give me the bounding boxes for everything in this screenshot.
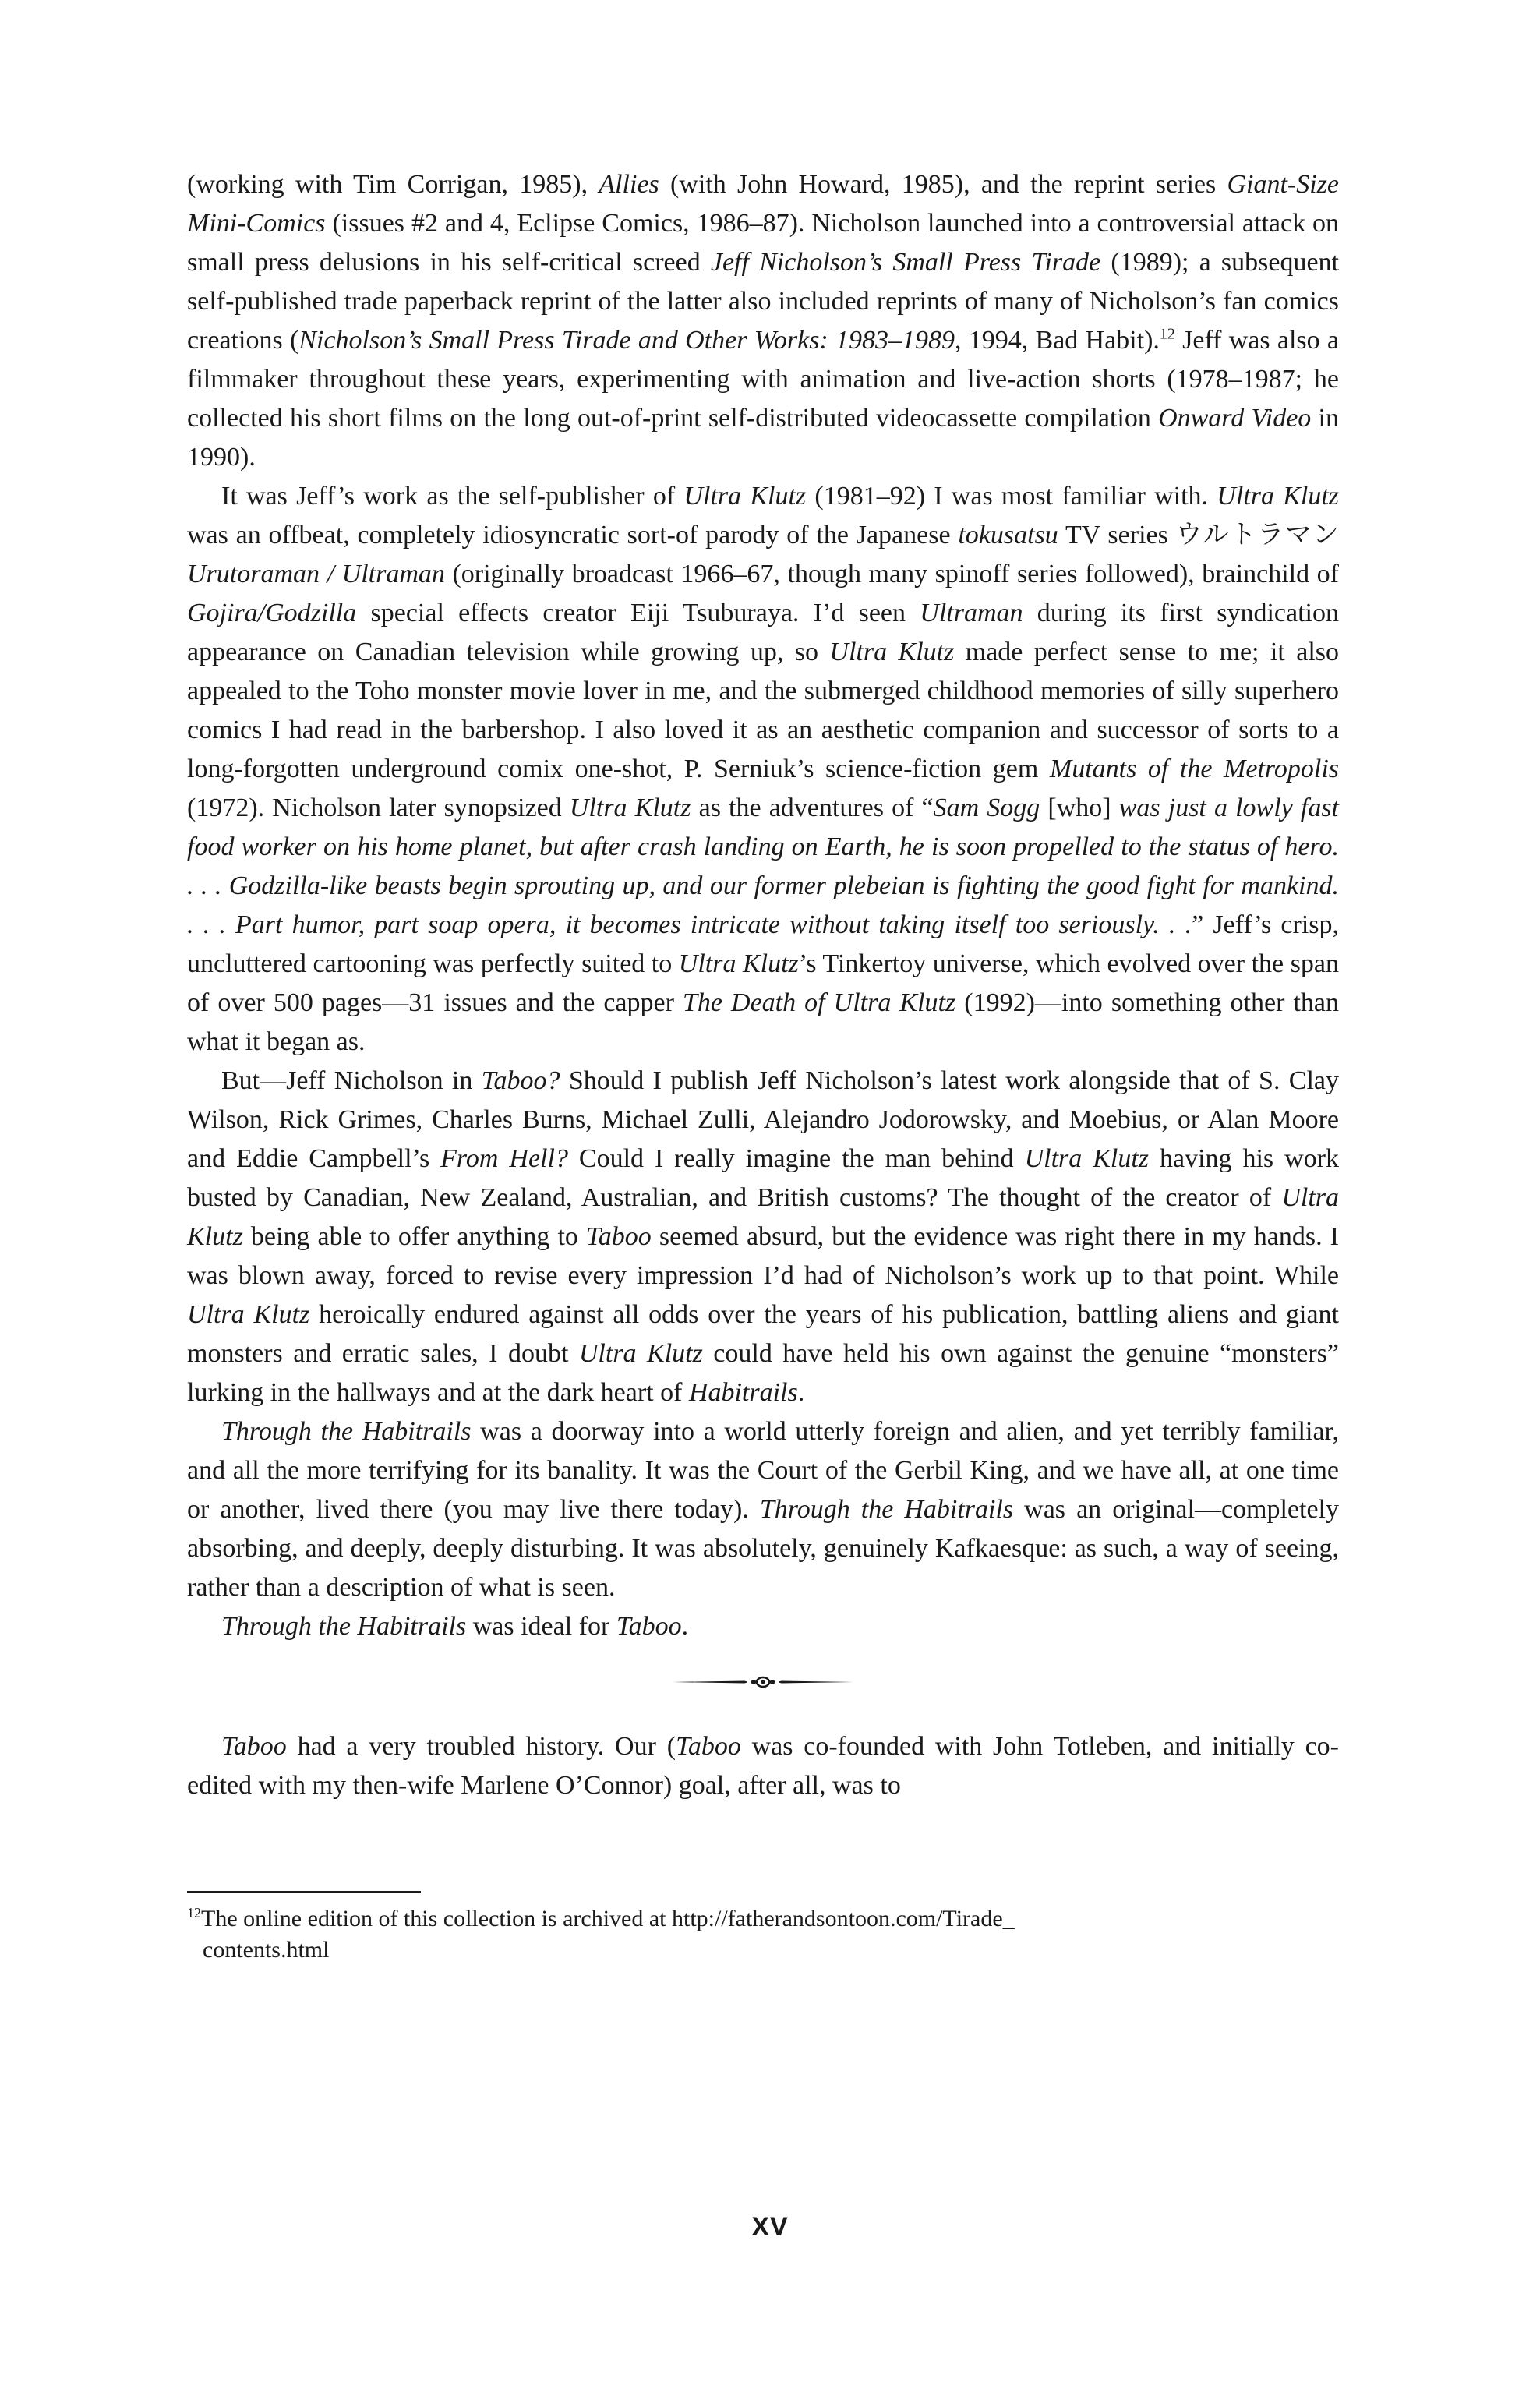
italic-run: Urutoraman / Ultraman xyxy=(187,560,445,588)
text-run: Could I really imagine the man behind xyxy=(567,1144,1025,1173)
text-run: (1972). Nicholson later synopsized xyxy=(187,793,570,822)
text-run: special effects creator Eiji Tsuburaya. I’d seen xyxy=(356,599,920,627)
text-run: It was Jeff’s work as the self-publisher of xyxy=(221,482,684,511)
text-run: , 1994, Bad Habit). xyxy=(955,326,1160,355)
italic-run: Ultra Klutz xyxy=(1217,482,1340,511)
text-run: Jeff was also a filmmaker throughout these years, experimenting with animation and live-action shorts (1978–1987; he collected his short films on the long out-of-print self-distributed videocassette compilation xyxy=(187,326,1339,433)
italic-run: Ultra Klutz xyxy=(578,1339,703,1368)
italic-run: Habitrails xyxy=(688,1378,798,1407)
paragraph-6 xyxy=(187,1727,1339,1805)
text-run: in 1990). xyxy=(187,404,1340,472)
italic-run: The Death of Ultra Klutz xyxy=(682,988,956,1017)
text-run: (with John Howard, 1985), and the reprint series xyxy=(659,170,1227,199)
italic-run: Taboo xyxy=(616,1612,682,1641)
text-run: heroically endured against all odds over the years of his publication, battling aliens and giant monsters and erratic sales, I doubt xyxy=(187,1300,1339,1368)
text-run: made perfect sense to me; it also appealed to the Toho monster movie lover in me, and the submerged childhood memories of silly superhero comics I had read in the barbershop. I also loved it as an aesthetic companion and successor of sorts to a long-forgotten underground comix one-shot, P. Serniuk’s science-fiction gem xyxy=(187,638,1339,783)
paragraph-4 xyxy=(187,1412,1339,1607)
italic-run: Taboo xyxy=(586,1222,652,1251)
paragraph-5 xyxy=(187,1607,1339,1646)
italic-run: Ultra Klutz xyxy=(187,1183,1339,1251)
footnote-text: The online edition of this collection is archived at http://fatherandsontoon.com/Tirade_ xyxy=(201,1906,1015,1931)
ornament-flourish-icon xyxy=(669,1673,857,1691)
text-run: ’s Tinkertoy universe, which evolved over the span of over 500 pages—31 issues and the capper xyxy=(187,949,1339,1017)
text-run: being able to offer anything to xyxy=(242,1222,587,1251)
page-number: XV xyxy=(751,2212,789,2242)
italic-run: Ultra Klutz xyxy=(569,793,691,822)
italic-run: was just a lowly fast food worker on his home planet, but after crash landing on Earth, he is soon propelled to the status of hero. . . . Godzilla-like beasts begin sprouting up, and our former plebeian is fighting the good fight for mankind. . . . Part humor, part soap opera, it becomes intricate without taking itself too seriously. . . xyxy=(187,793,1340,939)
text-run: had a very troubled history. Our ( xyxy=(286,1732,676,1761)
text-run: (1992)—into something other than what it began as. xyxy=(187,988,1339,1056)
italic-run: Taboo xyxy=(676,1732,741,1761)
italic-run: Ultra Klutz xyxy=(678,949,799,978)
italic-run: Taboo? xyxy=(481,1066,560,1095)
text-run: . xyxy=(797,1378,805,1407)
italic-run: tokusatsu xyxy=(958,521,1058,550)
italic-run: Nicholson’s Small Press Tirade and Other Works: 1983–1989 xyxy=(298,326,955,355)
italic-run: Sam Sogg xyxy=(933,793,1040,822)
italic-run: Giant-Size Mini-Comics xyxy=(187,170,1340,238)
paragraph-2 xyxy=(187,477,1339,1062)
text-run: was co-founded with John Totleben, and initially co-edited with my then-wife Marlene O’Connor) goal, after all, was to xyxy=(187,1732,1339,1800)
italic-run: Onward Video xyxy=(1158,404,1312,433)
footnote-text-continuation: contents.html xyxy=(203,1937,330,1963)
footnote-number: 12 xyxy=(187,1905,201,1921)
text-run: [who] xyxy=(1040,793,1119,822)
italic-run: Allies xyxy=(599,170,659,199)
text-run: seemed absurd, but the evidence was right there in my hands. I was blown away, forced to revise every impression I’d had of Nicholson’s work up to that point. While xyxy=(187,1222,1340,1290)
page-body xyxy=(187,165,1339,1966)
italic-run: Jeff Nicholson’s Small Press Tirade xyxy=(710,248,1101,277)
italic-run: Ultra Klutz xyxy=(1024,1144,1150,1173)
paragraph-1 xyxy=(187,165,1339,477)
text-run: (1981–92) I was most familiar with. xyxy=(806,482,1217,511)
text-run: . xyxy=(681,1612,689,1641)
italic-run: Through the Habitrails xyxy=(221,1417,472,1446)
text-run: But—Jeff Nicholson in xyxy=(221,1066,482,1095)
footnote-divider xyxy=(187,1891,421,1893)
italic-run: From Hell? xyxy=(440,1144,568,1173)
text-run: (originally broadcast 1966–67, though many spinoff series followed), brainchild of xyxy=(444,560,1339,588)
footnote-reference: 12 xyxy=(1159,325,1175,343)
italic-run: Ultra Klutz xyxy=(683,482,807,511)
footnote-12 xyxy=(187,1903,1339,1966)
text-run: during its first syndication appearance on Canadian television while growing up, so xyxy=(187,599,1340,666)
text-run: was an offbeat, completely idiosyncratic sort-of parody of the Japanese xyxy=(187,521,959,550)
text-run: (1989); a subsequent self-published trade paperback reprint of the latter also included reprints of many of Nicholson’s fan comics creations ( xyxy=(187,248,1339,355)
text-run: was an original—completely absorbing, and deeply, deeply disturbing. It was absolutely, genuinely Kafkaesque: as such, a way of seeing, rather than a description of what is seen. xyxy=(187,1495,1340,1602)
italic-run: Ultra Klutz xyxy=(829,638,955,666)
body-text xyxy=(187,165,1339,1805)
text-run: was ideal for xyxy=(466,1612,616,1641)
italic-run: Ultra Klutz xyxy=(187,1300,310,1329)
text-run: ” Jeff’s crisp, uncluttered cartooning was perfectly suited to xyxy=(187,910,1339,978)
text-run: (working with Tim Corrigan, 1985), xyxy=(187,170,599,199)
text-run: having his work busted by Canadian, New Zealand, Australian, and British customs? The thought of the creator of xyxy=(187,1144,1339,1212)
text-run: could have held his own against the genuine “monsters” lurking in the hallways and at the dark heart of xyxy=(187,1339,1339,1407)
text-run: (issues #2 and 4, Eclipse Comics, 1986–87). Nicholson launched into a controversial attack on small press delusions in his self-critical screed xyxy=(187,209,1339,277)
italic-run: Through the Habitrails xyxy=(221,1612,467,1641)
italic-run: Gojira/Godzilla xyxy=(187,599,357,627)
text-run: TV series ウルトラマン xyxy=(1058,521,1339,550)
text-run: was a doorway into a world utterly foreign and alien, and yet terribly familiar, and all the more terrifying for its banality. It was the Court of the Gerbil King, and we have all, at one time or another, lived there (you may live there today). xyxy=(187,1417,1339,1524)
italic-run: Taboo xyxy=(221,1732,287,1761)
italic-run: Mutants of the Metropolis xyxy=(1049,755,1340,783)
text-run: Should I publish Jeff Nicholson’s latest work alongside that of S. Clay Wilson, Rick Grimes, Charles Burns, Michael Zulli, Alejandro Jodorowsky, and Moebius, or Alan Moore and Eddie Campbell’s xyxy=(187,1066,1339,1173)
section-break-ornament-icon xyxy=(187,1673,1339,1691)
italic-run: Ultraman xyxy=(920,599,1023,627)
paragraph-3 xyxy=(187,1062,1339,1412)
italic-run: Through the Habitrails xyxy=(759,1495,1014,1524)
text-run: as the adventures of “ xyxy=(691,793,934,822)
